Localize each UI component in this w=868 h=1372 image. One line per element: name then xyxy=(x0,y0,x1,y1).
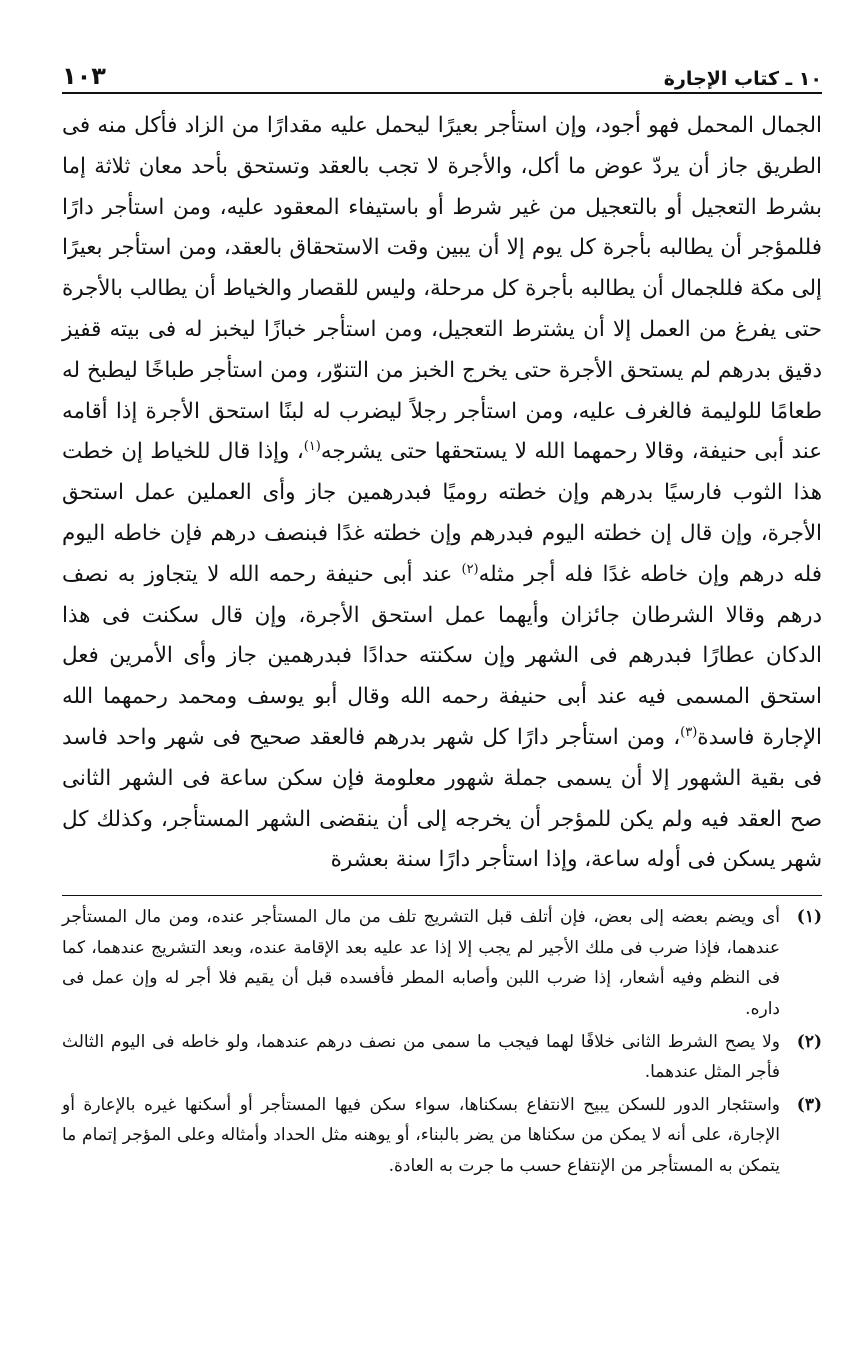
footnote-number: (١) xyxy=(796,907,822,928)
footnote-ref-1[interactable]: (١) xyxy=(303,439,321,455)
footnote-1 xyxy=(62,902,822,1024)
footnote-ref-2[interactable]: (٢) xyxy=(461,561,479,577)
footnote-number: (٢) xyxy=(796,1031,822,1052)
footnote-number: (٣) xyxy=(796,1094,822,1115)
footnote-3 xyxy=(62,1090,822,1182)
footnote-divider xyxy=(62,895,822,896)
footnote-ref-3[interactable]: (٣) xyxy=(680,724,698,740)
page-header xyxy=(62,52,822,94)
book-page xyxy=(62,52,822,1183)
footnote-text: ولا يصح الشرط الثانى خلافًا لهما فيجب ما سمى من نصف درهم عندهما، ولو خاطه فى اليوم الثالث فأجر المثل عندهما. xyxy=(62,1031,780,1083)
main-text-part-4: ، ومن استأجر دارًا كل شهر بدرهم فالعقد صحيح فى شهر واحد فاسد فى بقية الشهور إلا أن يسمى جملة شهور معلومة فإن سكن ساعة فى الشهر الثانى صح العقد فيه ولم يكن للمؤجر أن يخرجه إلى أن ينقضى الشهر المستأجر، وكذلك كل شهر يسكن فى أوله ساعة، وإذا استأجر دارًا سنة بعشرة xyxy=(62,724,822,873)
main-text-part-3: عند أبى حنيفة رحمه الله لا يتجاوز به نصف درهم وقالا الشرطان جائزان وأيهما عمل استحق الأجرة، وإن قال سكنت فى هذا الدكان عطارًا فبدرهم فى الشهر وإن سكنته حدادًا فبدرهمين جاز وأى الأمرين فعل استحق المسمى فيه عند أبى حنيفة رحمه الله وقال أبو يوسف ومحمد رحمهما الله الإجارة فاسدة xyxy=(62,561,822,750)
main-text-part-2: ، وإذا قال للخياط إن خطت هذا الثوب فارسيًا بدرهم وإن خطته روميًا فبدرهمين جاز وأى العملين عمل استحق الأجرة، وإن قال إن خطته اليوم فبدرهم وإن خطته غدًا فبنصف درهم فإن خاطه اليوم فله درهم وإن خاطه غدًا فله أجر مثله xyxy=(62,439,822,587)
page-number: ١٠٣ xyxy=(62,62,106,90)
footnote-text: واستئجار الدور للسكن يبيح الانتفاع بسكناها، سواء سكن فيها المستأجر أو أسكنها غيره بالإعارة أو الإجارة، على أنه لا يمكن من سكناها من يضر بالبناء، أو يوهنه مثل الحداد وأمثاله وعلى المؤجر إتمام ما يتمكن به المستأجر من الإنتفاع حسب ما جرت به العادة. xyxy=(62,1094,780,1176)
footnotes xyxy=(62,902,822,1181)
main-text xyxy=(62,106,822,881)
running-title: ١٠ ـ كتاب الإجارة xyxy=(663,68,822,90)
footnote-2 xyxy=(62,1027,822,1088)
footnote-text: أى ويضم بعضه إلى بعض، فإن أتلف قبل التشريج تلف من مال المستأجر عنده، ومن مال المستأجر عندهما، فإذا ضرب فى ملك الأجير لم يجب إلا إذا عد عليه بعد الإقامة عنده، وبعد التشريج عندهما، كما فى النظم وفيه أشعار، إذا ضرب اللبن وأصابه المطر فأفسده قبل أن يقيم فلا أجر له وإن عمل فى داره. xyxy=(62,907,780,1019)
main-paragraph xyxy=(62,106,822,881)
main-text-part-1: الجمال المحمل فهو أجود، وإن استأجر بعيرًا ليحمل عليه مقدارًا من الزاد فأكل منه فى الطريق جاز أن يردّ عوض ما أكل، والأجرة لا تجب بالعقد وتستحق بأحد معان ثلاثة إما بشرط التعجيل أو بالتعجيل من غير شرط أو باستيفاء المعقود عليه، ومن استأجر دارًا فللمؤجر أن يطالبه بأجرة كل يوم إلا أن يبين وقت الاستحقاق بالعقد، ومن استأجر بعيرًا إلى مكة فللجمال أن يطالبه بأجرة كل مرحلة، وليس للقصار والخياط أن يطالب بالأجرة حتى يفرغ من العمل إلا أن يشترط التعجيل، ومن استأجر خبازًا ليخبز له فى بيته قفيز دقيق بدرهم لم يستحق الأجرة حتى يخرج الخبز من التنوّر، ومن استأجر طباخًا ليطبخ له طعامًا للوليمة فالغرف عليه، ومن استأجر رجلاً ليضرب له لبنًا استحق الأجرة إذا أقامه عند أبى حنيفة، وقالا رحمهما الله لا يستحقها حتى يشرجه xyxy=(62,113,823,465)
